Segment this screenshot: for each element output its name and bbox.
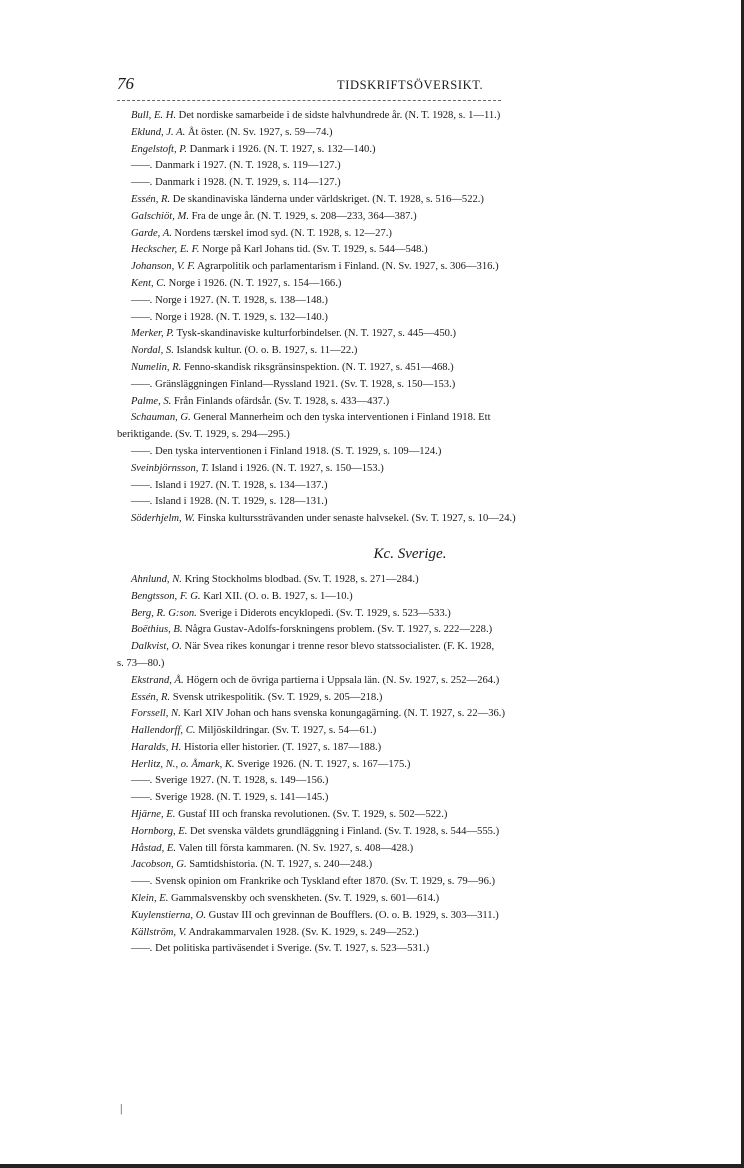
entry-author: Heckscher, E. F. (131, 244, 200, 256)
entry-text: Karl XII. (O. o. B. 1927, s. 1—10.) (200, 590, 353, 602)
bibliography-entry (117, 606, 703, 623)
bibliography-entry (117, 326, 703, 343)
entry-text: Fra de unge år. (N. T. 1929, s. 208—233, 364—387.) (188, 210, 417, 222)
entry-author: Schauman, G. (131, 412, 191, 424)
entry-author: Berg, R. G:son. (131, 607, 197, 619)
entry-text: När Svea rikes konungar i trenne resor blevo statssocialister. (F. K. 1928, (181, 641, 495, 653)
entry-text: Det politiska partiväsendet i Sverige. (Sv. T. 1927, s. 523—531.) (152, 943, 430, 955)
entry-author: Hjärne, E. (131, 809, 176, 821)
bibliography-entry (117, 723, 703, 740)
entry-author: Nordal, S. (131, 345, 174, 357)
entry-text: Från Finlands ofärdsår. (Sv. T. 1928, s. 433—437.) (171, 395, 390, 407)
margin-mark: | (120, 1101, 123, 1115)
entry-text: Den tyska interventionen i Finland 1918. (S. T. 1929, s. 109—124.) (152, 445, 442, 457)
entry-author: Merker, P. (131, 328, 175, 340)
entry-text: Danmark i 1928. (N. T. 1929, s. 114—127.) (152, 177, 341, 189)
page-number: 76 (117, 74, 134, 93)
entry-text: Islandsk kultur. (O. o. B. 1927, s. 11—22.) (173, 345, 358, 357)
entry-author: Bull, E. H. (131, 110, 177, 121)
entry-text: Nordens tærskel imod syd. (N. T. 1928, s. 12—27.) (171, 227, 392, 239)
entry-text: Några Gustav-Adolfs-forskningens problem. (Sv. T. 1927, s. 222—228.) (182, 624, 493, 636)
bibliography-entry (117, 242, 703, 259)
entry-text: Norge i 1928. (N. T. 1929, s. 132—140.) (152, 311, 328, 323)
entry-text: Miljöskildringar. (Sv. T. 1927, s. 54—61.) (195, 725, 377, 737)
bibliography-entry (117, 108, 703, 125)
entry-text: Danmark i 1926. (N. T. 1927, s. 132—140.) (187, 143, 376, 155)
entry-text: Danmark i 1927. (N. T. 1928, s. 119—127.) (152, 160, 341, 172)
entry-text: Gustav III och grevinnan de Boufflers. (O. o. B. 1929, s. 303—311.) (206, 909, 499, 921)
bibliography-entry (117, 192, 703, 209)
entry-author: Hornborg, E. (131, 825, 188, 837)
entry-author: Palme, S. (131, 395, 172, 407)
bibliography-entry (117, 673, 703, 690)
bibliography-entry (117, 125, 703, 142)
entry-author: Kent, C. (131, 277, 167, 289)
entry-text: Gammalsvenskby och svenskheten. (Sv. T. 1929, s. 601—614.) (168, 893, 440, 905)
bibliography-entry (117, 857, 703, 874)
bibliography-entry (117, 478, 703, 495)
bibliography-entry (117, 494, 703, 511)
entry-author: Klein, E. (131, 893, 169, 905)
entry-author: ——. (131, 792, 153, 804)
entry-text: Island i 1926. (N. T. 1927, s. 150—153.) (208, 462, 384, 474)
bibliography-entry (117, 444, 703, 461)
entry-author: Forssell, N. (131, 708, 181, 720)
entry-author: Johanson, V. F. (131, 261, 196, 273)
entry-text: Fenno-skandisk riksgränsinspektion. (N. T. 1927, s. 451—468.) (181, 361, 454, 373)
bibliography-entry (117, 293, 703, 310)
bibliography-entry (117, 841, 703, 858)
bibliography-entry (117, 706, 703, 723)
entry-text: Valen till första kammaren. (N. Sv. 1927, s. 408—428.) (176, 842, 414, 854)
entry-text-continuation: beriktigande. (Sv. T. 1929, s. 294—295.) (117, 429, 290, 441)
bibliography-entry (117, 158, 703, 175)
bibliography-entry (117, 259, 703, 276)
bibliography-entry (117, 757, 703, 774)
bibliography-entry (117, 360, 703, 377)
entry-author: Garde, A. (131, 227, 172, 239)
entry-text: De skandinaviska länderna under världskriget. (N. T. 1928, s. 516—522.) (170, 193, 484, 205)
header-rule (117, 100, 501, 101)
entry-author: Jacobson, G. (131, 859, 187, 871)
bibliography-entry (117, 142, 703, 159)
bibliography-entry (117, 394, 703, 411)
section-title: Kc. Sverige. (373, 545, 447, 562)
bibliography-entry (117, 310, 703, 327)
entry-author: Eklund, J. A. (131, 126, 186, 138)
entry-text: Svensk utrikespolitik. (Sv. T. 1929, s. 205—218.) (170, 691, 383, 703)
entry-text: Åt öster. (N. Sv. 1927, s. 59—74.) (185, 126, 333, 138)
bibliography-entry (117, 276, 703, 293)
entry-text: Andrakammarvalen 1928. (Sv. K. 1929, s. 249—252.) (186, 926, 419, 938)
entry-author: Ekstrand, Å. (131, 674, 184, 686)
entry-text: Kring Stockholms blodbad. (Sv. T. 1928, s. 271—284.) (181, 573, 419, 585)
bibliography-entry (117, 874, 703, 891)
entry-author: ——. (131, 496, 153, 508)
entry-author: Kuylenstierna, O. (131, 909, 207, 921)
entry-text: Historia eller historier. (T. 1927, s. 187—188.) (181, 741, 382, 753)
page-header (117, 74, 703, 96)
entry-text: Island i 1927. (N. T. 1928, s. 134—137.) (152, 479, 328, 491)
entry-text: Island i 1928. (N. T. 1929, s. 128—131.) (152, 496, 328, 508)
entry-author: ——. (131, 876, 153, 888)
bibliography-entry (117, 690, 703, 707)
bibliography-entry (117, 589, 703, 606)
entry-text: Samtidshistoria. (N. T. 1927, s. 240—248.) (186, 859, 373, 871)
entry-list-part1 (117, 108, 703, 410)
entry-author: Dalkvist, O. (131, 641, 182, 653)
entry-text: Det nordiske samarbeide i de sidste halvhundrede år. (N. T. 1928, s. 1—11.) (176, 110, 501, 121)
entry-author: ——. (131, 294, 153, 306)
entry-author: Källström, V. (131, 926, 187, 938)
entry-author: Håstad, E. (131, 842, 177, 854)
entry-author: Numelin, R. (131, 361, 182, 373)
bibliography-entry (117, 343, 703, 360)
entry-author: Boëthius, B. (131, 624, 183, 636)
bibliography-entry (117, 572, 703, 589)
entry-text: Finska kulturssträvanden under senaste halvsekel. (Sv. T. 1927, s. 10—24.) (194, 513, 516, 525)
entry-text: Sverige 1927. (N. T. 1928, s. 149—156.) (152, 775, 329, 787)
entry-text: Gustaf III och franska revolutionen. (Sv. T. 1929, s. 502—522.) (175, 809, 448, 821)
entry-author: Söderhjelm, W. (131, 513, 195, 525)
entry-author: ——. (131, 445, 153, 457)
entry-author: ——. (131, 160, 153, 172)
entry-author: ——. (131, 775, 153, 787)
entry-text: General Mannerheim och den tyska interventionen i Finland 1918. Ett (190, 412, 491, 424)
bibliography-entry (117, 209, 703, 226)
entry-list-part3 (117, 572, 703, 639)
entry-author: ——. (131, 943, 153, 955)
bibliography-entry (117, 622, 703, 639)
entry-text: Sverige 1926. (N. T. 1927, s. 167—175.) (234, 758, 411, 770)
bibliography-entry (117, 377, 703, 394)
entry-text: Agrarpolitik och parlamentarism i Finland. (N. Sv. 1927, s. 306—316.) (195, 261, 499, 273)
bibliography-entry (117, 807, 703, 824)
entry-text: Norge i 1926. (N. T. 1927, s. 154—166.) (166, 277, 342, 289)
entry-text: Karl XIV Johan och hans svenska konungagärning. (N. T. 1927, s. 22—36.) (180, 708, 505, 720)
entry-text: Det svenska väldets grundläggning i Finland. (Sv. T. 1928, s. 544—555.) (187, 825, 500, 837)
bibliography-entry (117, 773, 703, 790)
entry-author: Ahnlund, N. (131, 573, 182, 585)
entry-text: Sverige 1928. (N. T. 1929, s. 141—145.) (152, 792, 329, 804)
entry-author: Essén, R. (131, 193, 171, 205)
bibliography-body (117, 108, 703, 958)
entry-text: Norge på Karl Johans tid. (Sv. T. 1929, s. 544—548.) (199, 244, 428, 256)
entry-author: Engelstoft, P. (131, 143, 188, 155)
bibliography-entry (117, 908, 703, 925)
entry-author: Haralds, H. (131, 741, 182, 753)
bibliography-entry (117, 461, 703, 478)
bibliography-entry (117, 925, 703, 942)
entry-list-part2 (117, 444, 703, 528)
entry-text: Tysk-skandinaviske kulturforbindelser. (N. T. 1927, s. 445—450.) (174, 328, 457, 340)
entry-author: Galschiöt, M. (131, 210, 189, 222)
entry-text-continuation: s. 73—80.) (117, 657, 165, 669)
entry-author: ——. (131, 177, 153, 189)
entry-text: Sverige i Diderots encyklopedi. (Sv. T. 1929, s. 523—533.) (196, 607, 451, 619)
bibliography-entry (117, 511, 703, 528)
entry-author: Bengtsson, F. G. (131, 590, 201, 602)
bibliography-entry-dalkvist (117, 639, 703, 673)
entry-author: Hallendorff, C. (131, 725, 196, 737)
bibliography-entry (117, 891, 703, 908)
bibliography-entry (117, 790, 703, 807)
entry-author: Essén, R. (131, 691, 171, 703)
scan-edge-bottom (0, 1164, 744, 1168)
entry-author: Sveinbjörnsson, T. (131, 462, 209, 474)
bibliography-entry (117, 175, 703, 192)
entry-author: ——. (131, 479, 153, 491)
entry-author: ——. (131, 378, 153, 390)
bibliography-entry (117, 226, 703, 243)
bibliography-entry (117, 740, 703, 757)
entry-author: ——. (131, 311, 153, 323)
entry-list-part4 (117, 673, 703, 959)
entry-text: Svensk opinion om Frankrike och Tyskland efter 1870. (Sv. T. 1929, s. 79—96.) (152, 876, 496, 888)
entry-text: Högern och de övriga partierna i Uppsala län. (N. Sv. 1927, s. 252—264.) (183, 674, 500, 686)
entry-text: Norge i 1927. (N. T. 1928, s. 138—148.) (152, 294, 328, 306)
entry-text: Gränsläggningen Finland—Ryssland 1921. (Sv. T. 1928, s. 150—153.) (152, 378, 456, 390)
entry-author: Herlitz, N., o. Åmark, K. (131, 758, 235, 770)
bibliography-entry (117, 824, 703, 841)
running-title: TIDSKRIFTSÖVERSIKT. (337, 78, 484, 92)
bibliography-entry (117, 941, 703, 958)
bibliography-entry-schauman (117, 410, 703, 444)
